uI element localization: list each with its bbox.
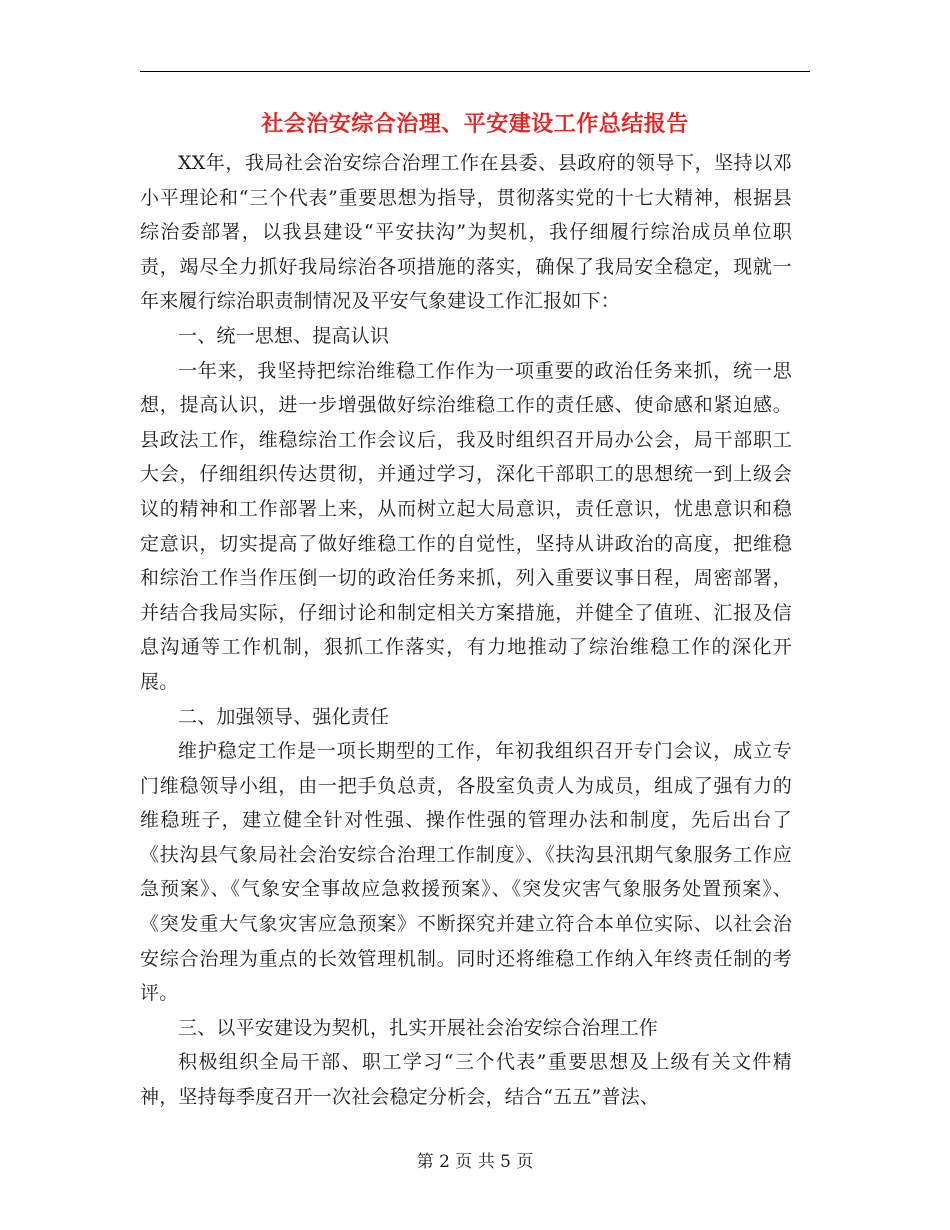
section-heading-1: 一、统一思想、提高认识 — [178, 324, 390, 347]
intro-paragraph: XX年，我局社会治安综合治理工作在县委、县政府的领导下，坚持以邓小平理论和“三个代表”重要思想为指导，贯彻落实党的十七大精神，根据县综治委部署，以我县建设“平安扶沟”为契机，我仔细履行综治成员单位职责，竭尽全力抓好我局综治各项措施的落实，确保了我局安全稳定，现就一年来履行综治职责制情况及平安气象建设工作汇报如下： — [140, 152, 792, 313]
document-body — [140, 146, 792, 1115]
section-heading-3: 三、以平安建设为契机，扎实开展社会治安综合治理工作 — [178, 1016, 659, 1039]
section-3-paragraph: 积极组织全局干部、职工学习“三个代表”重要思想及上级有关文件精神，坚持每季度召开一次社会稳定分析会，结合“五五”普法、 — [140, 1051, 792, 1109]
header-rule — [140, 71, 810, 72]
section-1-paragraph: 一年来，我坚持把综治维稳工作作为一项重要的政治任务来抓，统一思想，提高认识，进一步增强做好综治维稳工作的责任感、使命感和紧迫感。县政法工作，维稳综治工作会议后，我及时组织召开局办公会，局干部职工大会，仔细组织传达贯彻，并通过学习，深化干部职工的思想统一到上级会议的精神和工作部署上来，从而树立起大局意识，责任意识，忧患意识和稳定意识，切实提高了做好维稳工作的自觉性，坚持从讲政治的高度，把维稳和综治工作当作压倒一切的政治任务来抓，列入重要议事日程，周密部署，并结合我局实际，仔细讨论和制定相关方案措施，并健全了值班、汇报及信息沟通等工作机制，狠抓工作落实，有力地推动了综治维稳工作的深化开展。 — [140, 359, 792, 693]
document-title: 社会治安综合治理、平安建设工作总结报告 — [261, 112, 689, 137]
section-heading-2: 二、加强领导、强化责任 — [178, 705, 390, 728]
section-2-paragraph: 维护稳定工作是一项长期型的工作，年初我组织召开专门会议，成立专门维稳领导小组，由一把手负总责，各股室负责人为成员，组成了强有力的维稳班子，建立健全针对性强、操作性强的管理办法和制度，先后出台了《扶沟县气象局社会治安综合治理工作制度》、《扶沟县汛期气象服务工作应急预案》、《气象安全事故应急救援预案》、《突发灾害气象服务处置预案》、《突发重大气象灾害应急预案》不断探究并建立符合本单位实际、以社会治安综合治理为重点的长效管理机制。同时还将维稳工作纳入年终责任制的考评。 — [140, 740, 792, 1005]
page-number-footer: 第 2 页 共 5 页 — [416, 1152, 534, 1172]
